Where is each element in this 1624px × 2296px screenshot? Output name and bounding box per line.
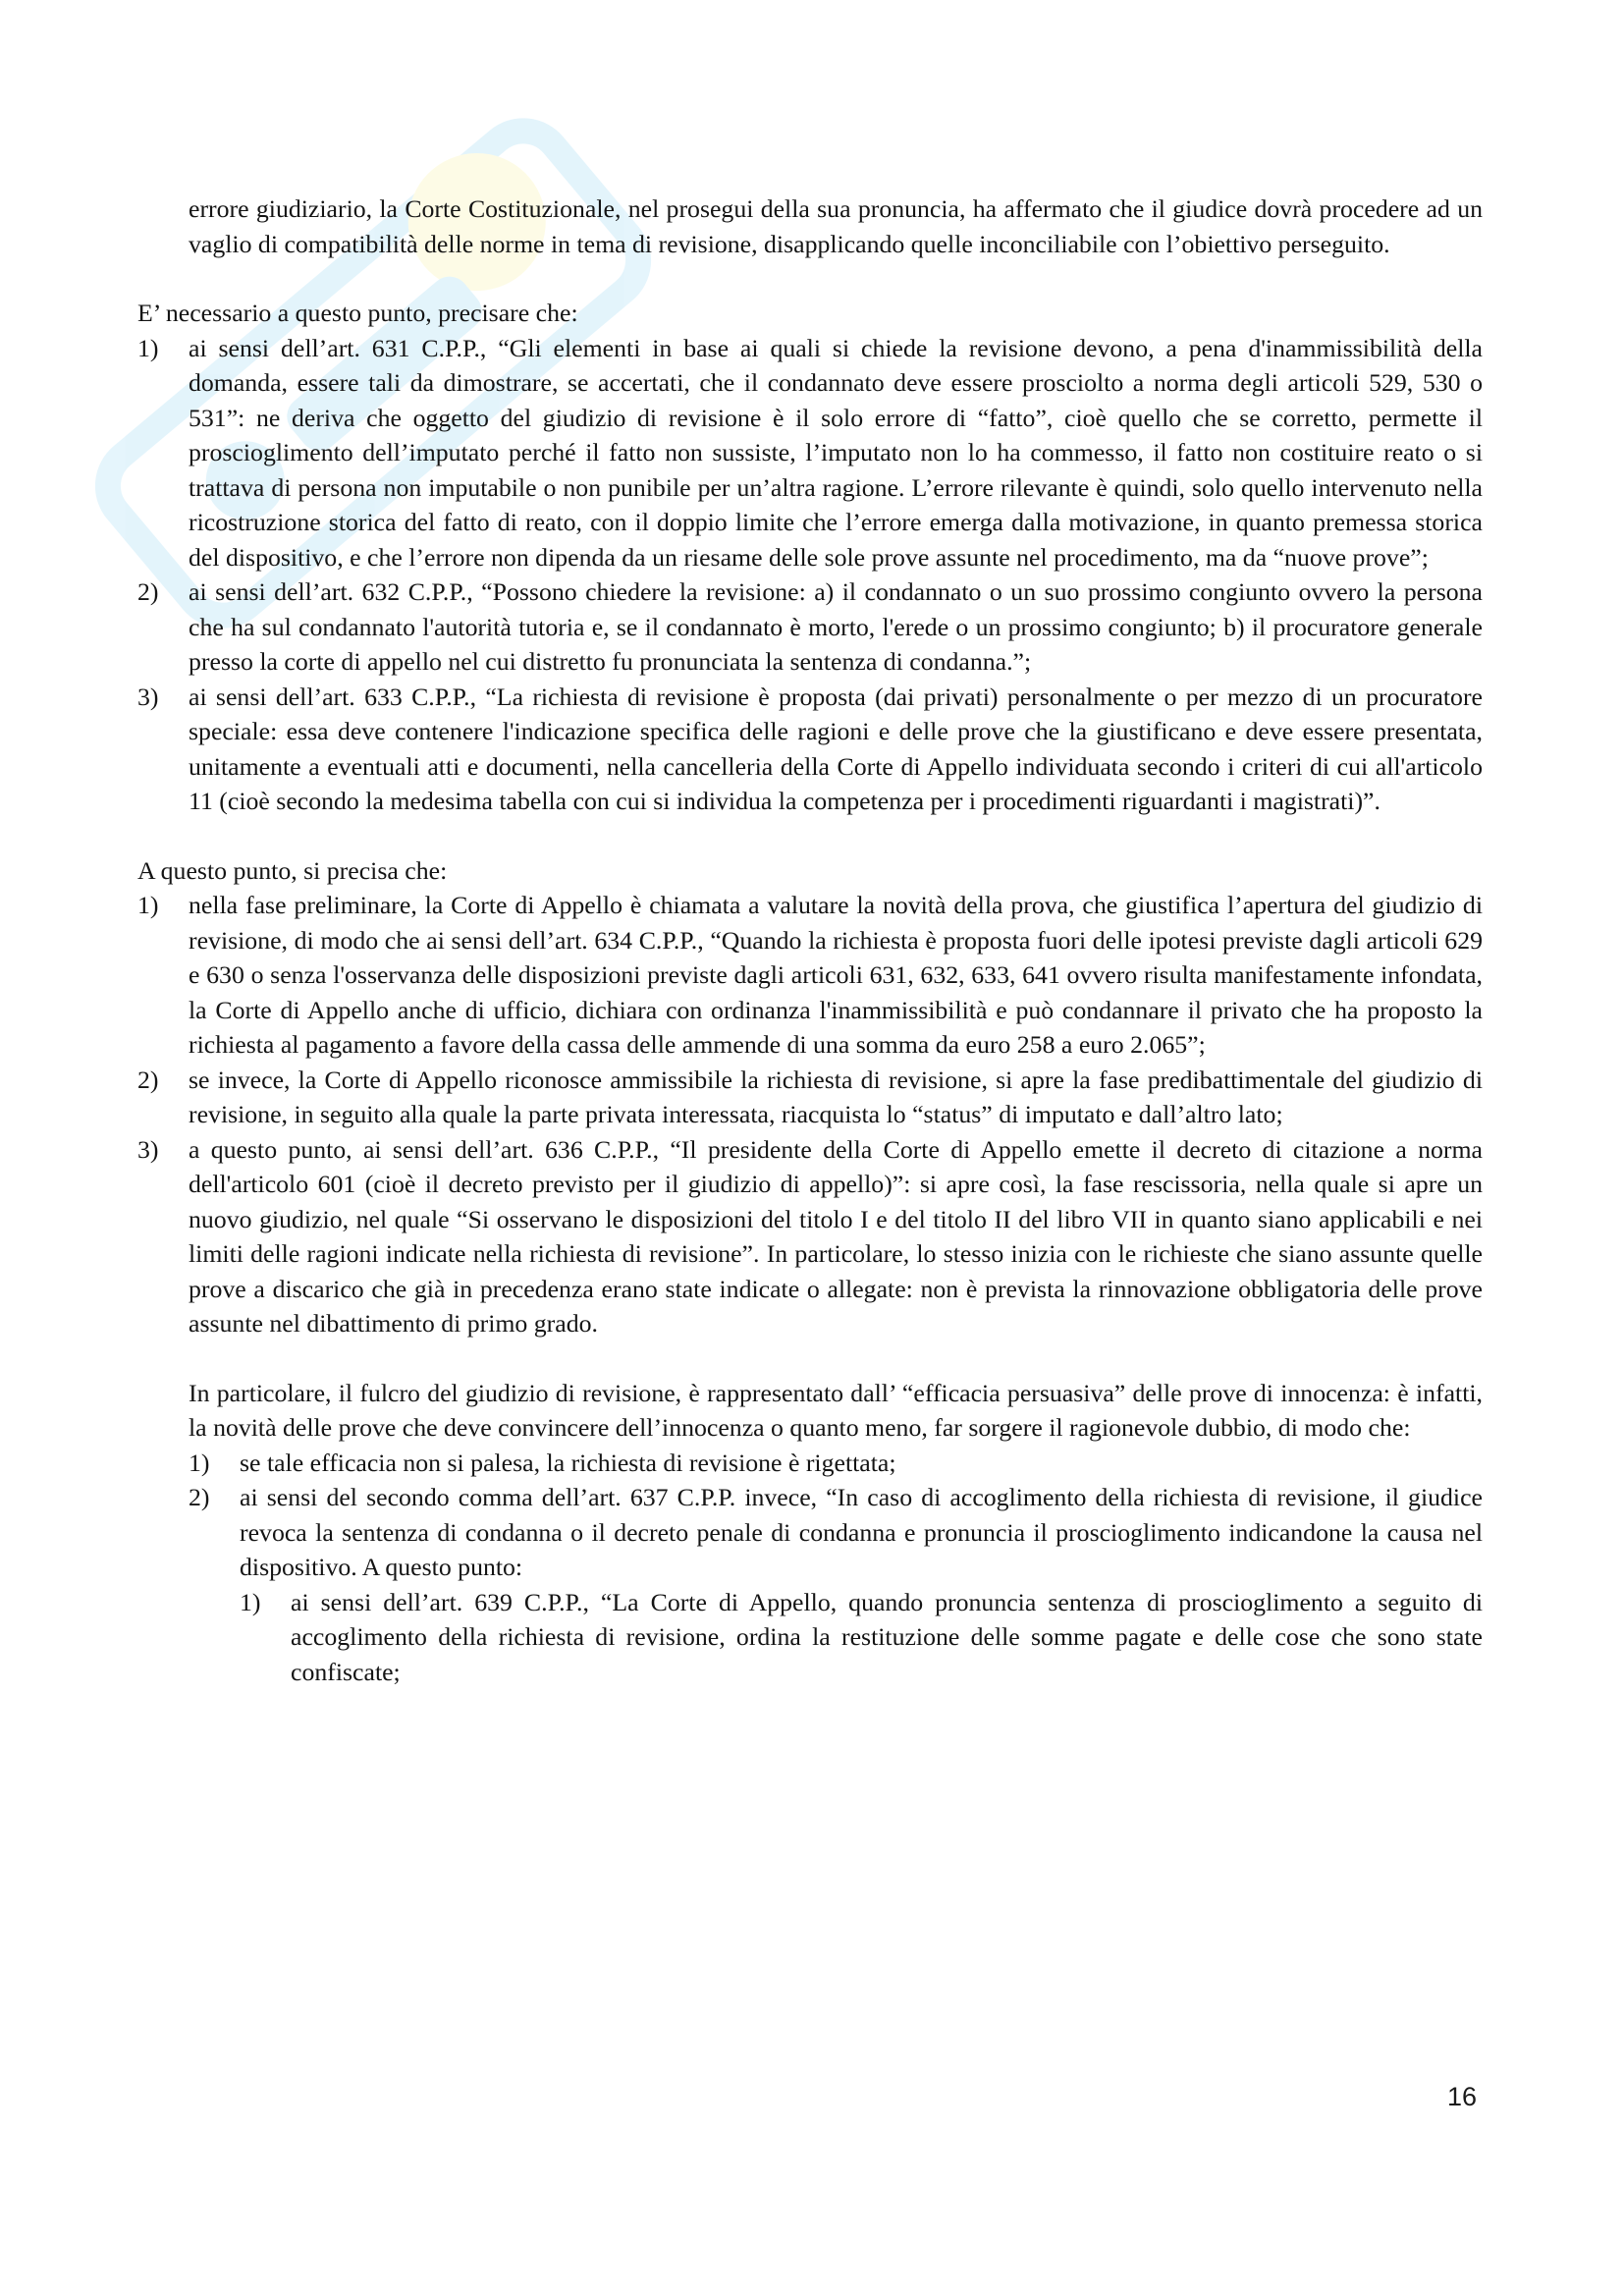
list-item: 2) se invece, la Corte di Appello riconosce ammissibile la richiesta di revisione, si apre la fase predibattimentale del giudizio di revisione, in seguito alla quale la parte privata interessata, riacquista lo “status” di imputato e dall’altro lato; [137,1065,1483,1128]
list-item: 2) ai sensi dell’art. 632 C.P.P., “Possono chiedere la revisione: a) il condannato o un suo prossimo congiunto ovvero la persona che ha sul condannato l'autorità tutoria e, se il condannato è morto, l'erede o un prossimo congiunto; b) il procuratore generale presso la corte di appello nel cui distretto fu pronunciata la sentenza di condanna.”; [137,577,1483,676]
list-item: 3) ai sensi dell’art. 633 C.P.P., “La richiesta di revisione è proposta (dai privati) personalmente o per mezzo di un procuratore speciale: essa deve contenere l'indicazione specifica delle ragioni e delle prove che la giustificano e deve essere presentata, unitamente a eventuali atti e documenti, nella cancelleria della Corte di Appello individuata secondo i criteri di cui all'articolo 11 (cioè secondo la medesima tabella con cui si individua la competenza per i procedimenti riguardanti i magistrati)”. [137,682,1483,815]
page-number: 16 [1446,2082,1477,2111]
section2-list [137,888,1483,1341]
list-item: 1) se tale efficacia non si palesa, la richiesta di revisione è rigettata; [189,1448,896,1477]
section2-lead: A questo punto, si precisa che: [137,855,448,885]
document-body [137,191,1483,1689]
list-item: 1) ai sensi dell’art. 631 C.P.P., “Gli elementi in base ai quali si chiede la revisione devono, a pena d'inammissibilità della domanda, essere tali da dimostrare, se accertati, che il condannato deve essere prosciolto a norma degli articoli 529, 530 o 531”: ne deriva che oggetto del giudizio di revisione è il solo errore di “fatto”, cioè quello che se corretto, permette il proscioglimento dell’imputato perché il fatto non sussiste, l’imputato non lo ha commesso, il fatto non costituire reato o si trattava di persona non imputabile o non punibile per un’altra ragione. L’errore rilevante è quindi, solo quello intervenuto nella ricostruzione storica del fatto di reato, con il doppio limite che l’errore emerga dalla motivazione, in quanto premessa storica del dispositivo, e che l’errore non dipenda da un riesame delle sole prove assunte nel procedimento, ma da “nuove prove”; [137,333,1483,572]
list-item: 1) nella fase preliminare, la Corte di Appello è chiamata a valutare la novità della prova, che giustifica l’apertura del giudizio di revisione, di modo che ai sensi dell’art. 634 C.P.P., “Quando la richiesta è proposta fuori delle ipotesi previste dagli articoli 629 e 630 o senza l'osservanza delle disposizioni previste dagli articoli 631, 632, 633, 641 ovvero risulta manifestamente infondata, la Corte di Appello anche di ufficio, dichiara con ordinanza l'inammissibilità e può condannare il privato che ha proposto la richiesta al pagamento a favore della cassa delle ammende di una somma da euro 258 a euro 2.065”; [137,891,1483,1059]
list-item: 1) ai sensi dell’art. 639 C.P.P., “La Corte di Appello, quando pronuncia sentenza di proscioglimento a seguito di accoglimento della richiesta di revisione, ordina la restituzione delle somme pagate e delle cose che sono state confiscate; [240,1587,1483,1686]
section1-list [137,331,1483,819]
section3-list [189,1446,1483,1585]
intro-paragraph: errore giudiziario, la Corte Costituzionale, nel prosegui della sua pronuncia, ha affermato che il giudice dovrà procedere ad un vaglio di compatibilità delle norme in tema di revisione, disapplicando quelle inconciliabile con l’obiettivo perseguito. [189,194,1483,258]
list-item: 2) ai sensi del secondo comma dell’art. 637 C.P.P. invece, “In caso di accoglimento della richiesta di revisione, il giudice revoca la sentenza di condanna o il decreto penale di condanna e pronuncia il proscioglimento indicandone la causa nel dispositivo. A questo punto: [189,1483,1483,1581]
list-item: 3) a questo punto, ai sensi dell’art. 636 C.P.P., “Il presidente della Corte di Appello emette il decreto di citazione a norma dell'articolo 601 (cioè il decreto previsto per il giudizio di appello)”: si apre così, la fase rescissoria, nella quale si apre un nuovo giudizio, nel quale “Si osservano le disposizioni del titolo I e del titolo II del libro VII in quanto siano applicabili e nei limiti delle ragioni indicate nella richiesta di revisione”. In particolare, lo stesso inizia con le richieste che siano assunte quelle prove a discarico che già in precedenza erano state indicate o allegate: non è prevista la rinnovazione obbligatoria delle prove assunte nel dibattimento di primo grado. [137,1134,1483,1338]
section3-lead: In particolare, il fulcro del giudizio di revisione, è rappresentato dall’ “efficacia persuasiva” delle prove di innocenza: è infatti, la novità delle prove che deve convincere dell’innocenza o quanto meno, far sorgere il ragionevole dubbio, di modo che: [189,1378,1483,1442]
section3-nested-list [240,1585,1483,1690]
section1-lead: E’ necessario a questo punto, precisare che: [137,299,578,327]
